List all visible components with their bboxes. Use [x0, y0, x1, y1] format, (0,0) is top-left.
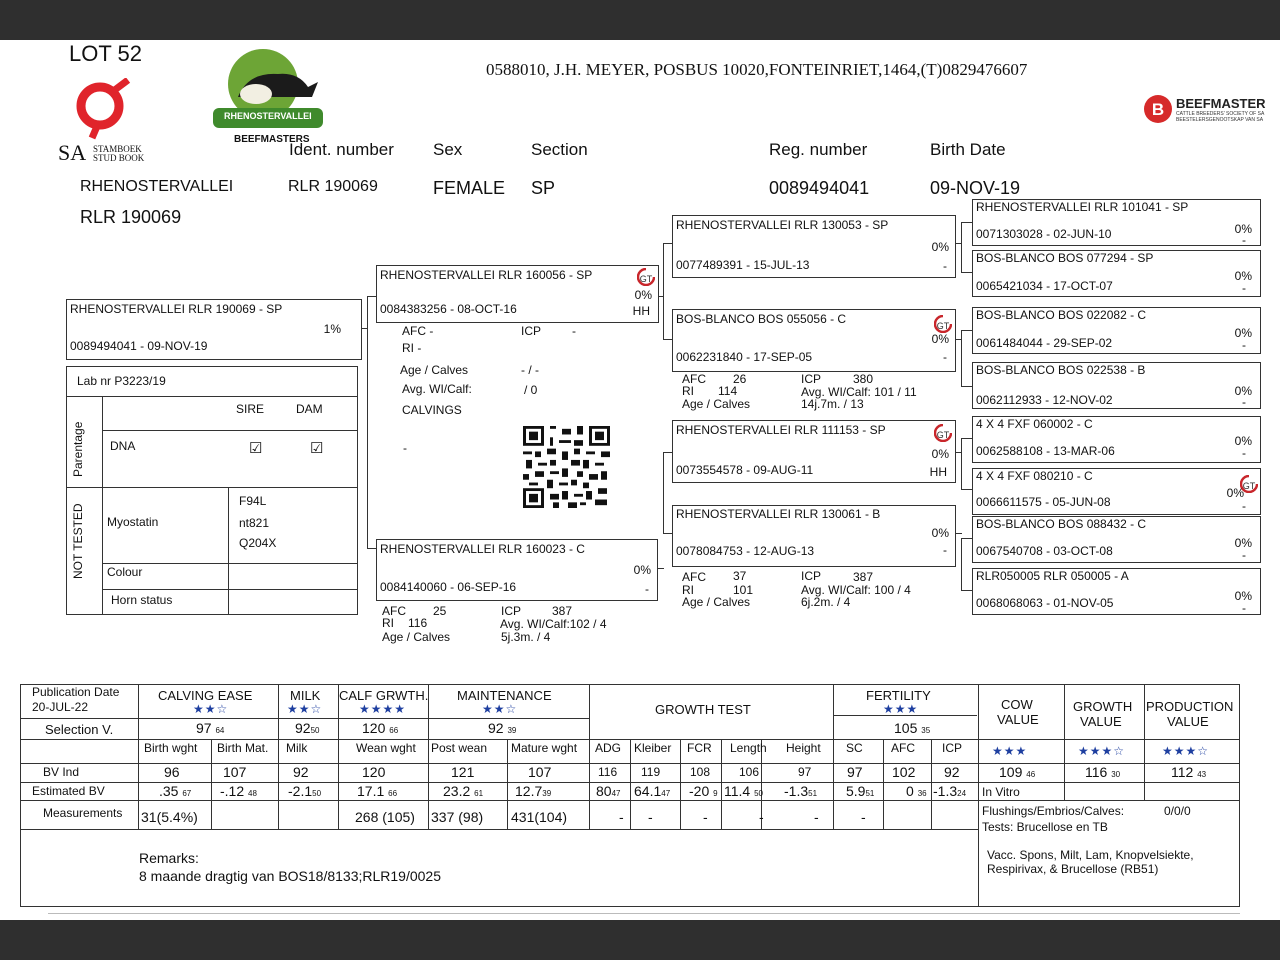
- calving-ease-selection: 97 64: [196, 720, 225, 736]
- grandparent-name: RHENOSTERVALLEI RLR 130061 - B: [676, 507, 881, 521]
- milk-stars: ★★☆: [287, 702, 323, 716]
- parentage-label: Parentage: [71, 421, 85, 477]
- dna-dam-check-icon: ☑: [310, 440, 324, 457]
- svg-text:B: B: [1151, 100, 1165, 119]
- production-value-header-1: PRODUCTION: [1146, 699, 1234, 714]
- sire-icp-label: ICP: [521, 324, 542, 338]
- svg-text:GT: GT: [936, 430, 950, 440]
- remarks-text: 8 maande dragtig van BOS18/8133;RLR19/0025: [139, 868, 441, 884]
- ggp-status: -: [1242, 446, 1246, 460]
- qr-code-icon: [523, 426, 610, 508]
- fertility-selection: 105 35: [894, 720, 931, 736]
- great-grandparent-box: [972, 250, 1261, 297]
- maintenance-stars: ★★☆: [482, 702, 518, 716]
- dna-label: DNA: [110, 439, 136, 453]
- ggp-name: BOS-BLANCO BOS 022082 - C: [976, 308, 1147, 322]
- gp-afc: 37: [733, 569, 747, 583]
- col-afc: AFC: [891, 741, 915, 755]
- horn-status-label: Horn status: [111, 593, 173, 607]
- ggp-reg-date: 0062588108 - 13-MAR-06: [976, 444, 1115, 458]
- ebv-value: 5.951: [846, 783, 875, 799]
- gt-badge-icon: [934, 424, 952, 442]
- ggp-reg-date: 0067540708 - 03-OCT-08: [976, 544, 1113, 558]
- subject-pct: 1%: [323, 322, 341, 336]
- calf-growth-stars: ★★★★: [359, 702, 407, 716]
- calving-ease-stars: ★★☆: [193, 702, 229, 716]
- ggp-pct: 0%: [1234, 536, 1252, 550]
- viewer-bottom-bar: [0, 920, 1280, 960]
- sire-reg-date: 0084383256 - 08-OCT-16: [380, 302, 517, 316]
- dam-ri-label: RI: [382, 616, 394, 630]
- calving-ease-header: CALVING EASE: [158, 688, 253, 703]
- calf-growth-header: CALF GRWTH.: [339, 688, 429, 703]
- ebv-value: 12.739: [515, 783, 552, 799]
- bv-value: 119: [641, 765, 661, 779]
- measurement-value: -: [619, 809, 624, 825]
- lot-number: LOT 52: [69, 41, 142, 66]
- colour-label: Colour: [107, 565, 143, 579]
- sex-value: FEMALE: [433, 178, 506, 198]
- col-height: Height: [786, 741, 821, 755]
- remarks-label: Remarks:: [139, 850, 199, 866]
- col-post-wean: Post wean: [431, 741, 488, 755]
- great-grandparent-box: [972, 307, 1261, 354]
- ggp-reg-date: 0062112933 - 12-NOV-02: [976, 393, 1113, 407]
- subject-name: RHENOSTERVALLEI RLR 190069 - SP: [70, 302, 283, 316]
- ggp-pct: 0%: [1234, 384, 1252, 398]
- bv-value: 120: [362, 764, 386, 780]
- sire-box: [376, 265, 659, 323]
- great-grandparent-box: [972, 516, 1261, 563]
- grandparent-status: HH: [929, 465, 947, 479]
- sire-avg-wi: / 0: [524, 383, 538, 397]
- gp-afc: 26: [733, 372, 747, 386]
- ebv-value: -1.324: [933, 783, 967, 799]
- dam-afc: 25: [433, 604, 447, 618]
- ggp-pct: 0%: [1234, 589, 1252, 603]
- ggp-status: -: [1242, 499, 1246, 513]
- grandparent-status: -: [943, 259, 947, 273]
- grandparent-pct: 0%: [931, 526, 949, 540]
- dna-sire-check-icon: ☑: [249, 440, 263, 457]
- ggp-status: -: [1242, 395, 1246, 409]
- grandparent-pct: 0%: [931, 332, 949, 346]
- farm-logo-arc: RHENOSTERVALLEI: [224, 111, 312, 121]
- myostatin-f94l: F94L: [239, 494, 267, 508]
- col-birth-mat: Birth Mat.: [217, 741, 269, 755]
- in-vitro-label: In Vitro: [982, 785, 1020, 799]
- vaccination-line1: Vacc. Spons, Milt, Lam, Knopvelsiekte,: [987, 848, 1194, 862]
- sire-pct: 0%: [634, 288, 652, 302]
- sire-name: RHENOSTERVALLEI RLR 160056 - SP: [380, 268, 593, 282]
- svg-text:GT: GT: [936, 321, 950, 331]
- flushings-value: 0/0/0: [1164, 804, 1191, 818]
- publication-date-label: Publication Date: [32, 685, 120, 699]
- beefmaster-b-icon: [1143, 94, 1173, 124]
- ebv-value: -1.351: [784, 783, 818, 799]
- beefmaster-name: BEEFMASTER: [1176, 96, 1266, 111]
- ggp-status: -: [1242, 601, 1246, 615]
- gp-ri-label: RI: [682, 384, 694, 398]
- calvings-label: CALVINGS: [402, 403, 462, 417]
- dam-age-calves-label: Age / Calves: [382, 630, 451, 644]
- cow-value-header-2: VALUE: [997, 712, 1039, 727]
- ebv-value: 8047: [596, 783, 621, 799]
- bv-value: 116: [598, 765, 618, 779]
- calvings-value: -: [403, 441, 407, 455]
- production-value-bv: 112 43: [1171, 764, 1207, 780]
- bv-ind-label: BV Ind: [43, 765, 80, 779]
- col-fcr: FCR: [687, 741, 712, 755]
- calf-growth-selection: 120 66: [362, 720, 399, 736]
- growth-value-stars: ★★★☆: [1078, 744, 1126, 758]
- gp-icp-label: ICP: [801, 372, 822, 386]
- gt-badge-icon: [934, 315, 952, 333]
- bv-value: 92: [293, 764, 309, 780]
- growth-value-header-1: GROWTH: [1073, 699, 1133, 714]
- col-length: Length: [730, 741, 767, 755]
- grandparent-reg-date: 0073554578 - 09-AUG-11: [676, 463, 814, 477]
- grandparent-name: RHENOSTERVALLEI RLR 130053 - SP: [676, 218, 889, 232]
- great-grandparent-box: [972, 199, 1261, 246]
- col-milk: Milk: [286, 741, 308, 755]
- production-value-stars: ★★★☆: [1162, 744, 1210, 758]
- grandparent-box: [672, 505, 956, 567]
- ident-label: Ident. number: [289, 140, 394, 159]
- great-grandparent-box: [972, 416, 1261, 463]
- dam-reg-date: 0084140060 - 06-SEP-16: [380, 580, 517, 594]
- gp-afc-label: AFC: [682, 570, 706, 584]
- dam-status: -: [645, 582, 649, 596]
- dam-box: [376, 539, 658, 601]
- gp-icp-label: ICP: [801, 569, 822, 583]
- beefmaster-sub1: CATTLE BREEDERS' SOCIETY OF SA: [1176, 111, 1265, 117]
- grandparent-box: [672, 215, 956, 278]
- ggp-pct: 0%: [1226, 486, 1244, 500]
- myostatin-label: Myostatin: [107, 515, 159, 529]
- dam-avg-wi: Avg. WI/Calf:102 / 4: [500, 617, 607, 631]
- selection-value-label: Selection V.: [45, 722, 114, 737]
- tests-text: Tests: Brucellose en TB: [982, 820, 1108, 834]
- growth-test-header: GROWTH TEST: [655, 702, 751, 717]
- gp-avg-wi: Avg. WI/Calf: 101 / 11: [801, 385, 917, 399]
- section-label: Section: [531, 140, 588, 159]
- animal-name-line1: RHENOSTERVALLEI: [80, 178, 234, 195]
- bv-value: 97: [798, 765, 812, 779]
- ggp-name: BOS-BLANCO BOS 022538 - B: [976, 363, 1146, 377]
- milk-selection: 9250: [295, 720, 320, 736]
- dam-column-label: DAM: [296, 402, 323, 416]
- gp-age-calves-label: Age / Calves: [682, 595, 751, 609]
- sex-label: Sex: [433, 140, 463, 159]
- bv-value: 121: [451, 764, 475, 780]
- gp-afc-label: AFC: [682, 372, 706, 386]
- ggp-reg-date: 0061484044 - 29-SEP-02: [976, 336, 1113, 350]
- owner-address: 0588010, J.H. MEYER, POSBUS 10020,FONTEINRIET,1464,(T)0829476607: [486, 60, 1028, 79]
- sire-age-calves: - / -: [521, 363, 539, 377]
- col-icp: ICP: [942, 741, 963, 755]
- gt-badge-icon: [637, 268, 655, 286]
- ggp-status: -: [1242, 548, 1246, 562]
- publication-date: 20-JUL-22: [32, 700, 89, 714]
- great-grandparent-box: [972, 468, 1261, 515]
- bv-value: 92: [944, 764, 960, 780]
- ebv-value: 11.4 50: [724, 783, 764, 799]
- svg-text:GT: GT: [1242, 481, 1256, 491]
- grandparent-reg-date: 0062231840 - 17-SEP-05: [676, 350, 813, 364]
- bv-value: 106: [739, 765, 760, 779]
- farm-logo: [208, 42, 328, 146]
- ebv-value: -.12 48: [220, 783, 257, 799]
- fertility-header: FERTILITY: [866, 688, 931, 703]
- measurement-value: 431(104): [511, 809, 568, 825]
- gp-ri-label: RI: [682, 583, 694, 597]
- col-birth-wght: Birth wght: [144, 741, 198, 755]
- svg-text:GT: GT: [639, 274, 653, 284]
- great-grandparent-box: [972, 568, 1261, 615]
- gp-avg-wi: Avg. WI/Calf: 100 / 4: [801, 583, 911, 597]
- beefmaster-logo: [1143, 94, 1268, 126]
- measurement-value: 268 (105): [355, 809, 415, 825]
- cow-value-stars: ★★★: [992, 744, 1028, 758]
- gp-age-calves-label: Age / Calves: [682, 397, 751, 411]
- gp-ri: 114: [718, 384, 738, 398]
- maintenance-header: MAINTENANCE: [457, 688, 552, 703]
- measurements-label: Measurements: [43, 806, 123, 820]
- sire-ri: RI -: [402, 341, 422, 355]
- ggp-pct: 0%: [1234, 222, 1252, 236]
- estimated-bv-label: Estimated BV: [32, 784, 105, 798]
- milk-header: MILK: [290, 688, 321, 703]
- sire-status: HH: [632, 304, 650, 318]
- grandparent-name: RHENOSTERVALLEI RLR 111153 - SP: [676, 423, 886, 437]
- cow-value-bv: 109 46: [999, 764, 1036, 780]
- ggp-pct: 0%: [1234, 269, 1252, 283]
- sire-avg-wi-label: Avg. WI/Calf:: [402, 382, 472, 396]
- ebv-value: 17.1 66: [357, 783, 398, 799]
- measurement-value: -: [861, 809, 866, 825]
- sire-column-label: SIRE: [236, 402, 265, 416]
- farm-logo-sub: BEEFMASTERS: [234, 134, 310, 145]
- birth-value: 09-NOV-19: [930, 178, 1021, 198]
- ident-value: RLR 190069: [288, 178, 378, 195]
- ebv-value: 23.2 61: [443, 783, 484, 799]
- animal-name-line2: RLR 190069: [80, 207, 182, 227]
- measurement-value: -: [759, 809, 764, 825]
- measurement-value: 31(5.4%): [141, 809, 198, 825]
- ggp-name: RHENOSTERVALLEI RLR 101041 - SP: [976, 200, 1189, 214]
- dam-ri: 116: [408, 616, 428, 630]
- dam-name: RHENOSTERVALLEI RLR 160023 - C: [380, 542, 585, 556]
- grandparent-reg-date: 0078084753 - 12-AUG-13: [676, 544, 815, 558]
- ggp-name: BOS-BLANCO BOS 077294 - SP: [976, 251, 1154, 265]
- measurement-value: 337 (98): [431, 809, 484, 825]
- ggp-pct: 0%: [1234, 434, 1252, 448]
- dam-afc-label: AFC: [382, 604, 406, 618]
- ggp-status: -: [1242, 281, 1246, 295]
- grandparent-status: -: [943, 543, 947, 557]
- col-kleiber: Kleiber: [634, 741, 672, 755]
- grandparent-reg-date: 0077489391 - 15-JUL-13: [676, 258, 810, 272]
- cow-value-header-1: COW: [1001, 697, 1033, 712]
- grandparent-status: -: [943, 350, 947, 364]
- subject-pedigree-box: [66, 299, 362, 360]
- ggp-reg-date: 0071303028 - 02-JUN-10: [976, 227, 1112, 241]
- performance-table: [20, 684, 1240, 907]
- ggp-status: -: [1242, 233, 1246, 247]
- ebv-value: 0 36: [906, 783, 927, 799]
- growth-value-bv: 116 30: [1085, 764, 1121, 780]
- flushings-label: Flushings/Embrios/Calves:: [982, 804, 1125, 818]
- studbook-initials: SA: [58, 140, 87, 165]
- ggp-reg-date: 0065421034 - 17-OCT-07: [976, 279, 1113, 293]
- ggp-pct: 0%: [1234, 326, 1252, 340]
- ebv-value: .35 67: [159, 783, 192, 799]
- col-mature-wght: Mature wght: [511, 741, 578, 755]
- dam-icp: 387: [552, 604, 573, 618]
- gp-age-calves: 6j.2m. / 4: [801, 595, 851, 609]
- bv-value: 102: [892, 764, 916, 780]
- ggp-name: BOS-BLANCO BOS 088432 - C: [976, 517, 1147, 531]
- measurement-value: -: [703, 809, 708, 825]
- sire-age-calves-label: Age / Calves: [400, 363, 469, 377]
- ggp-status: -: [1242, 338, 1246, 352]
- bv-value: 97: [847, 764, 863, 780]
- production-value-header-2: VALUE: [1167, 714, 1209, 729]
- great-grandparent-box: [972, 362, 1261, 409]
- bv-value: 107: [528, 764, 552, 780]
- bv-value: 96: [164, 764, 180, 780]
- studbook-line2: STUD BOOK: [93, 153, 145, 163]
- dam-pct: 0%: [633, 563, 651, 577]
- ggp-reg-date: 0066611575 - 05-JUN-08: [976, 495, 1111, 509]
- ebv-value: -2.150: [288, 783, 322, 799]
- gp-icp: 380: [853, 372, 874, 386]
- ebv-value: 64.147: [634, 783, 671, 799]
- fertility-stars: ★★★: [883, 702, 919, 716]
- gp-icp: 387: [853, 570, 874, 584]
- myostatin-nt821: nt821: [239, 516, 270, 530]
- col-wean-wght: Wean wght: [356, 741, 416, 755]
- grandparent-box: [672, 420, 956, 483]
- subject-reg-date: 0089494041 - 09-NOV-19: [70, 339, 208, 353]
- col-sc: SC: [846, 741, 863, 755]
- section-value: SP: [531, 178, 556, 198]
- studbook-emblem-icon: [58, 78, 158, 140]
- lab-panel: [66, 366, 358, 615]
- growth-value-header-2: VALUE: [1080, 714, 1122, 729]
- studbook-line1: STAMBOEK: [93, 144, 142, 154]
- measurement-value: -: [648, 809, 653, 825]
- beefmaster-sub2: BEESTELERSGENOOTSKAP VAN SA: [1176, 117, 1264, 123]
- gp-ri: 101: [733, 583, 754, 597]
- bv-value: 107: [223, 764, 247, 780]
- grandparent-pct: 0%: [931, 447, 949, 461]
- grandparent-box: [672, 309, 956, 372]
- ebv-value: -20 9: [689, 783, 718, 799]
- gp-age-calves: 14j.7m. / 13: [801, 397, 864, 411]
- vaccination-line2: Respirivax, & Brucellose (RB51): [987, 862, 1159, 876]
- dam-icp-label: ICP: [501, 604, 522, 618]
- dam-age-calves: 5j.3m. / 4: [501, 630, 551, 644]
- grandparent-name: BOS-BLANCO BOS 055056 - C: [676, 312, 847, 326]
- reg-value: 0089494041: [769, 178, 870, 198]
- grandparent-pct: 0%: [931, 240, 949, 254]
- ggp-name: RLR050005 RLR 050005 - A: [976, 569, 1129, 583]
- reg-label: Reg. number: [769, 140, 868, 159]
- maintenance-selection: 92 39: [488, 720, 517, 736]
- not-tested-label: NOT TESTED: [71, 503, 85, 579]
- birth-label: Birth Date: [930, 140, 1006, 159]
- sire-afc: AFC -: [402, 324, 434, 338]
- ggp-reg-date: 0068068063 - 01-NOV-05: [976, 596, 1114, 610]
- col-adg: ADG: [595, 741, 622, 755]
- studbook-logo: [58, 78, 158, 166]
- myostatin-q204x: Q204X: [239, 536, 277, 550]
- measurement-value: -: [814, 809, 819, 825]
- ggp-name: 4 X 4 FXF 080210 - C: [976, 469, 1093, 483]
- lab-number: Lab nr P3223/19: [77, 374, 166, 388]
- sire-icp: -: [572, 324, 576, 338]
- viewer-top-bar: [0, 0, 1280, 40]
- ggp-name: 4 X 4 FXF 060002 - C: [976, 417, 1093, 431]
- bv-value: 108: [690, 765, 711, 779]
